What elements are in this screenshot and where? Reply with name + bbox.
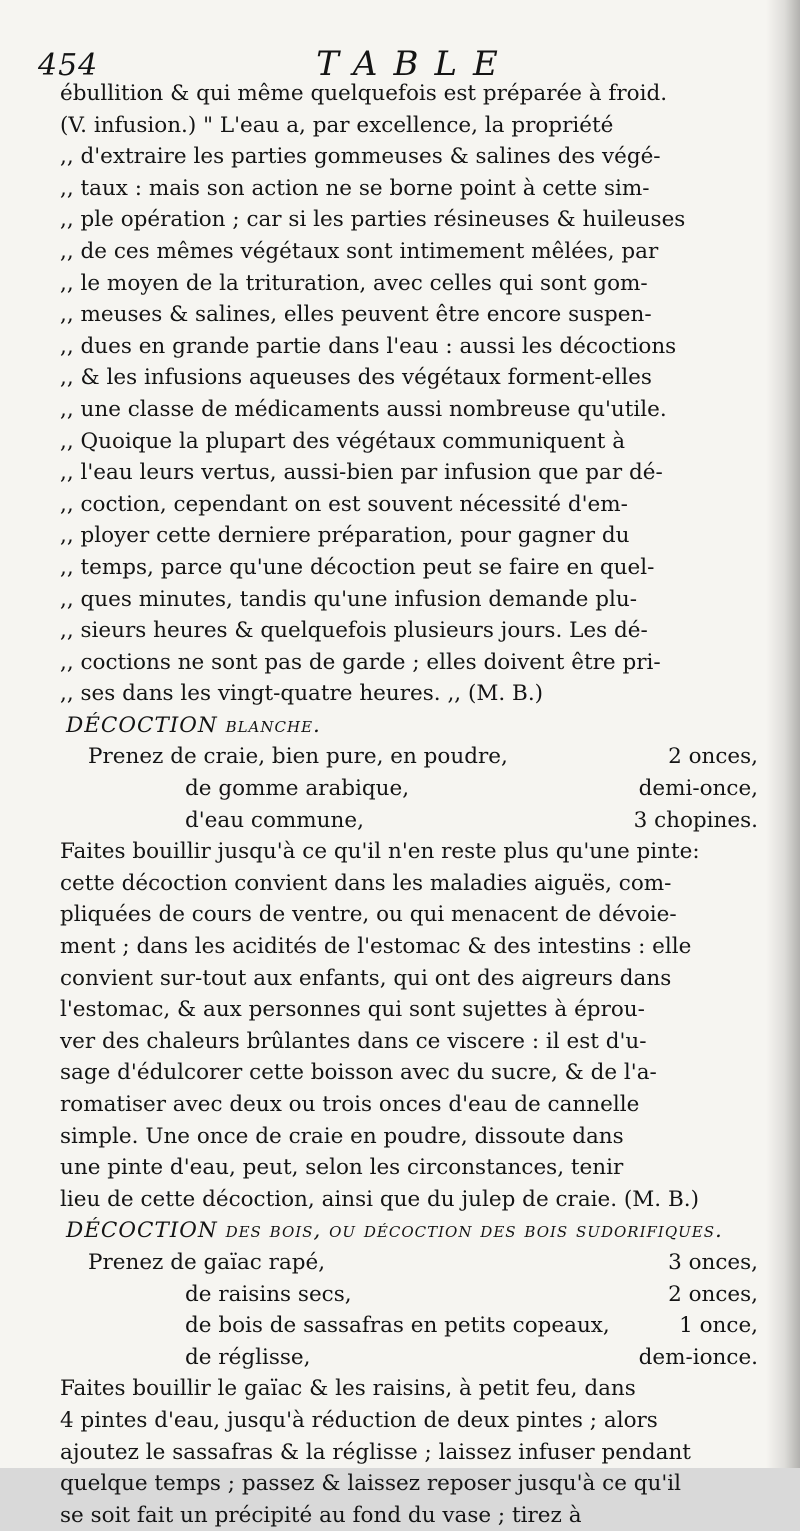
body-text xyxy=(60,78,760,1531)
recipe-ingredient: de bois de sassafras en petits copeaux, xyxy=(185,1313,610,1339)
text-line: ,, Quoique la plupart des végétaux communiquent à xyxy=(60,428,626,454)
text-line: Faites bouillir le gaïac & les raisins, à petit feu, dans xyxy=(60,1376,636,1402)
recipe-quantity: 3 onces, xyxy=(668,1249,758,1275)
text-line: ,, de ces mêmes végétaux sont intimement mêlées, par xyxy=(60,238,659,264)
text-line: ,, le moyen de la trituration, avec celles qui sont gom- xyxy=(60,270,648,296)
text-line: 4 pintes d'eau, jusqu'à réduction de deux pintes ; alors xyxy=(60,1407,658,1433)
recipe-row xyxy=(60,1310,760,1342)
text-line: ,, coction, cependant on est souvent nécessité d'em- xyxy=(60,491,628,517)
text-line: ,, meuses & salines, elles peuvent être encore suspen- xyxy=(60,302,652,328)
text-line: ajoutez le sassafras & la réglisse ; laissez infuser pendant xyxy=(60,1439,691,1465)
text-line: pliquées de cours de ventre, ou qui menacent de dévoie- xyxy=(60,902,677,928)
text-line: lieu de cette décoction, ainsi que du julep de craie. (M. B.) xyxy=(60,1186,699,1212)
recipe-ingredient: Prenez de craie, bien pure, en poudre, xyxy=(88,744,508,770)
recipe-quantity: 3 chopines. xyxy=(633,807,758,833)
recipe-row xyxy=(60,1342,760,1374)
text-line: ,, temps, parce qu'une décoction peut se faire en quel- xyxy=(60,554,655,580)
text-line: ver des chaleurs brûlantes dans ce viscere : il est d'u- xyxy=(60,1028,647,1054)
text-line: ,, ses dans les vingt-quatre heures. ,, (M. B.) xyxy=(60,681,544,707)
recipe-ingredient: de raisins secs, xyxy=(185,1281,352,1307)
recipe-quantity: demi-once, xyxy=(638,776,758,802)
text-line: romatiser avec deux ou trois onces d'eau de cannelle xyxy=(60,1092,640,1117)
text-line: l'estomac, & aux personnes qui sont sujettes à éprou- xyxy=(60,997,645,1023)
text-line: Faites bouillir jusqu'à ce qu'il n'en reste plus qu'une pinte: xyxy=(60,839,700,865)
recipe-quantity: 2 onces, xyxy=(668,744,758,770)
text-line: ,, d'extraire les parties gommeuses & salines des végé- xyxy=(60,144,661,170)
text-line: cette décoction convient dans les maladies aiguës, com- xyxy=(60,870,672,896)
text-line: sage d'édulcorer cette boisson avec du sucre, & de l'a- xyxy=(60,1060,657,1086)
recipe-quantity: 1 once, xyxy=(679,1313,758,1339)
text-line: ,, ployer cette derniere préparation, pour gagner du xyxy=(60,523,630,549)
recipe-row xyxy=(60,773,760,805)
running-head: TABLE xyxy=(316,44,514,84)
recipe-row xyxy=(60,1279,760,1311)
recipe-ingredient: de gomme arabique, xyxy=(185,776,410,802)
text-line: ,, coctions ne sont pas de garde ; elles doivent être pri- xyxy=(60,649,661,675)
text-line: simple. Une once de craie en poudre, dissoute dans xyxy=(60,1123,624,1149)
entry-heading-decoction-des-bois: DÉCOCTION des bois, ou décoction des bois sudorifiques. xyxy=(66,1218,723,1244)
text-line: ,, & les infusions aqueuses des végétaux forment-elles xyxy=(60,365,652,391)
recipe-quantity: 2 onces, xyxy=(668,1281,758,1307)
text-line: quelque temps ; passez & laissez reposer jusqu'à ce qu'il xyxy=(60,1471,682,1497)
text-line: ment ; dans les acidités de l'estomac & des intestins : elle xyxy=(60,934,692,960)
recipe-row xyxy=(60,1247,760,1279)
text-line: ,, une classe de médicaments aussi nombreuse qu'utile. xyxy=(60,396,667,422)
recipe-row xyxy=(60,805,760,837)
text-line: ,, sieurs heures & quelquefois plusieurs jours. Les dé- xyxy=(60,618,648,644)
text-line: ,, ple opération ; car si les parties résineuses & huileuses xyxy=(60,207,686,233)
text-line: se soit fait un précipité au fond du vase ; tirez à xyxy=(60,1502,582,1528)
recipe-ingredient: de réglisse, xyxy=(185,1344,311,1370)
recipe-ingredient: d'eau commune, xyxy=(185,807,364,833)
text-line: ébullition & qui même quelquefois est préparée à froid. xyxy=(60,81,668,106)
entry-heading-decoction-blanche: DÉCOCTION blanche. xyxy=(66,712,321,738)
text-line: ,, dues en grande partie dans l'eau : aussi les décoctions xyxy=(60,333,677,359)
text-line: convient sur-tout aux enfants, qui ont des aigreurs dans xyxy=(60,965,672,991)
page-number: 454 xyxy=(38,48,99,83)
recipe-ingredient: Prenez de gaïac rapé, xyxy=(88,1249,326,1275)
recipe-quantity: dem-ionce. xyxy=(638,1344,758,1370)
text-line: ,, taux : mais son action ne se borne point à cette sim- xyxy=(60,175,650,201)
recipe-row xyxy=(60,741,760,773)
text-line: (V. infusion.) " L'eau a, par excellence, la propriété xyxy=(60,112,614,138)
text-line: ,, ques minutes, tandis qu'une infusion demande plu- xyxy=(60,586,637,612)
text-line: une pinte d'eau, peut, selon les circonstances, tenir xyxy=(60,1155,624,1181)
page-shadow-edge xyxy=(766,0,800,1468)
text-line: ,, l'eau leurs vertus, aussi-bien par infusion que par dé- xyxy=(60,460,663,486)
